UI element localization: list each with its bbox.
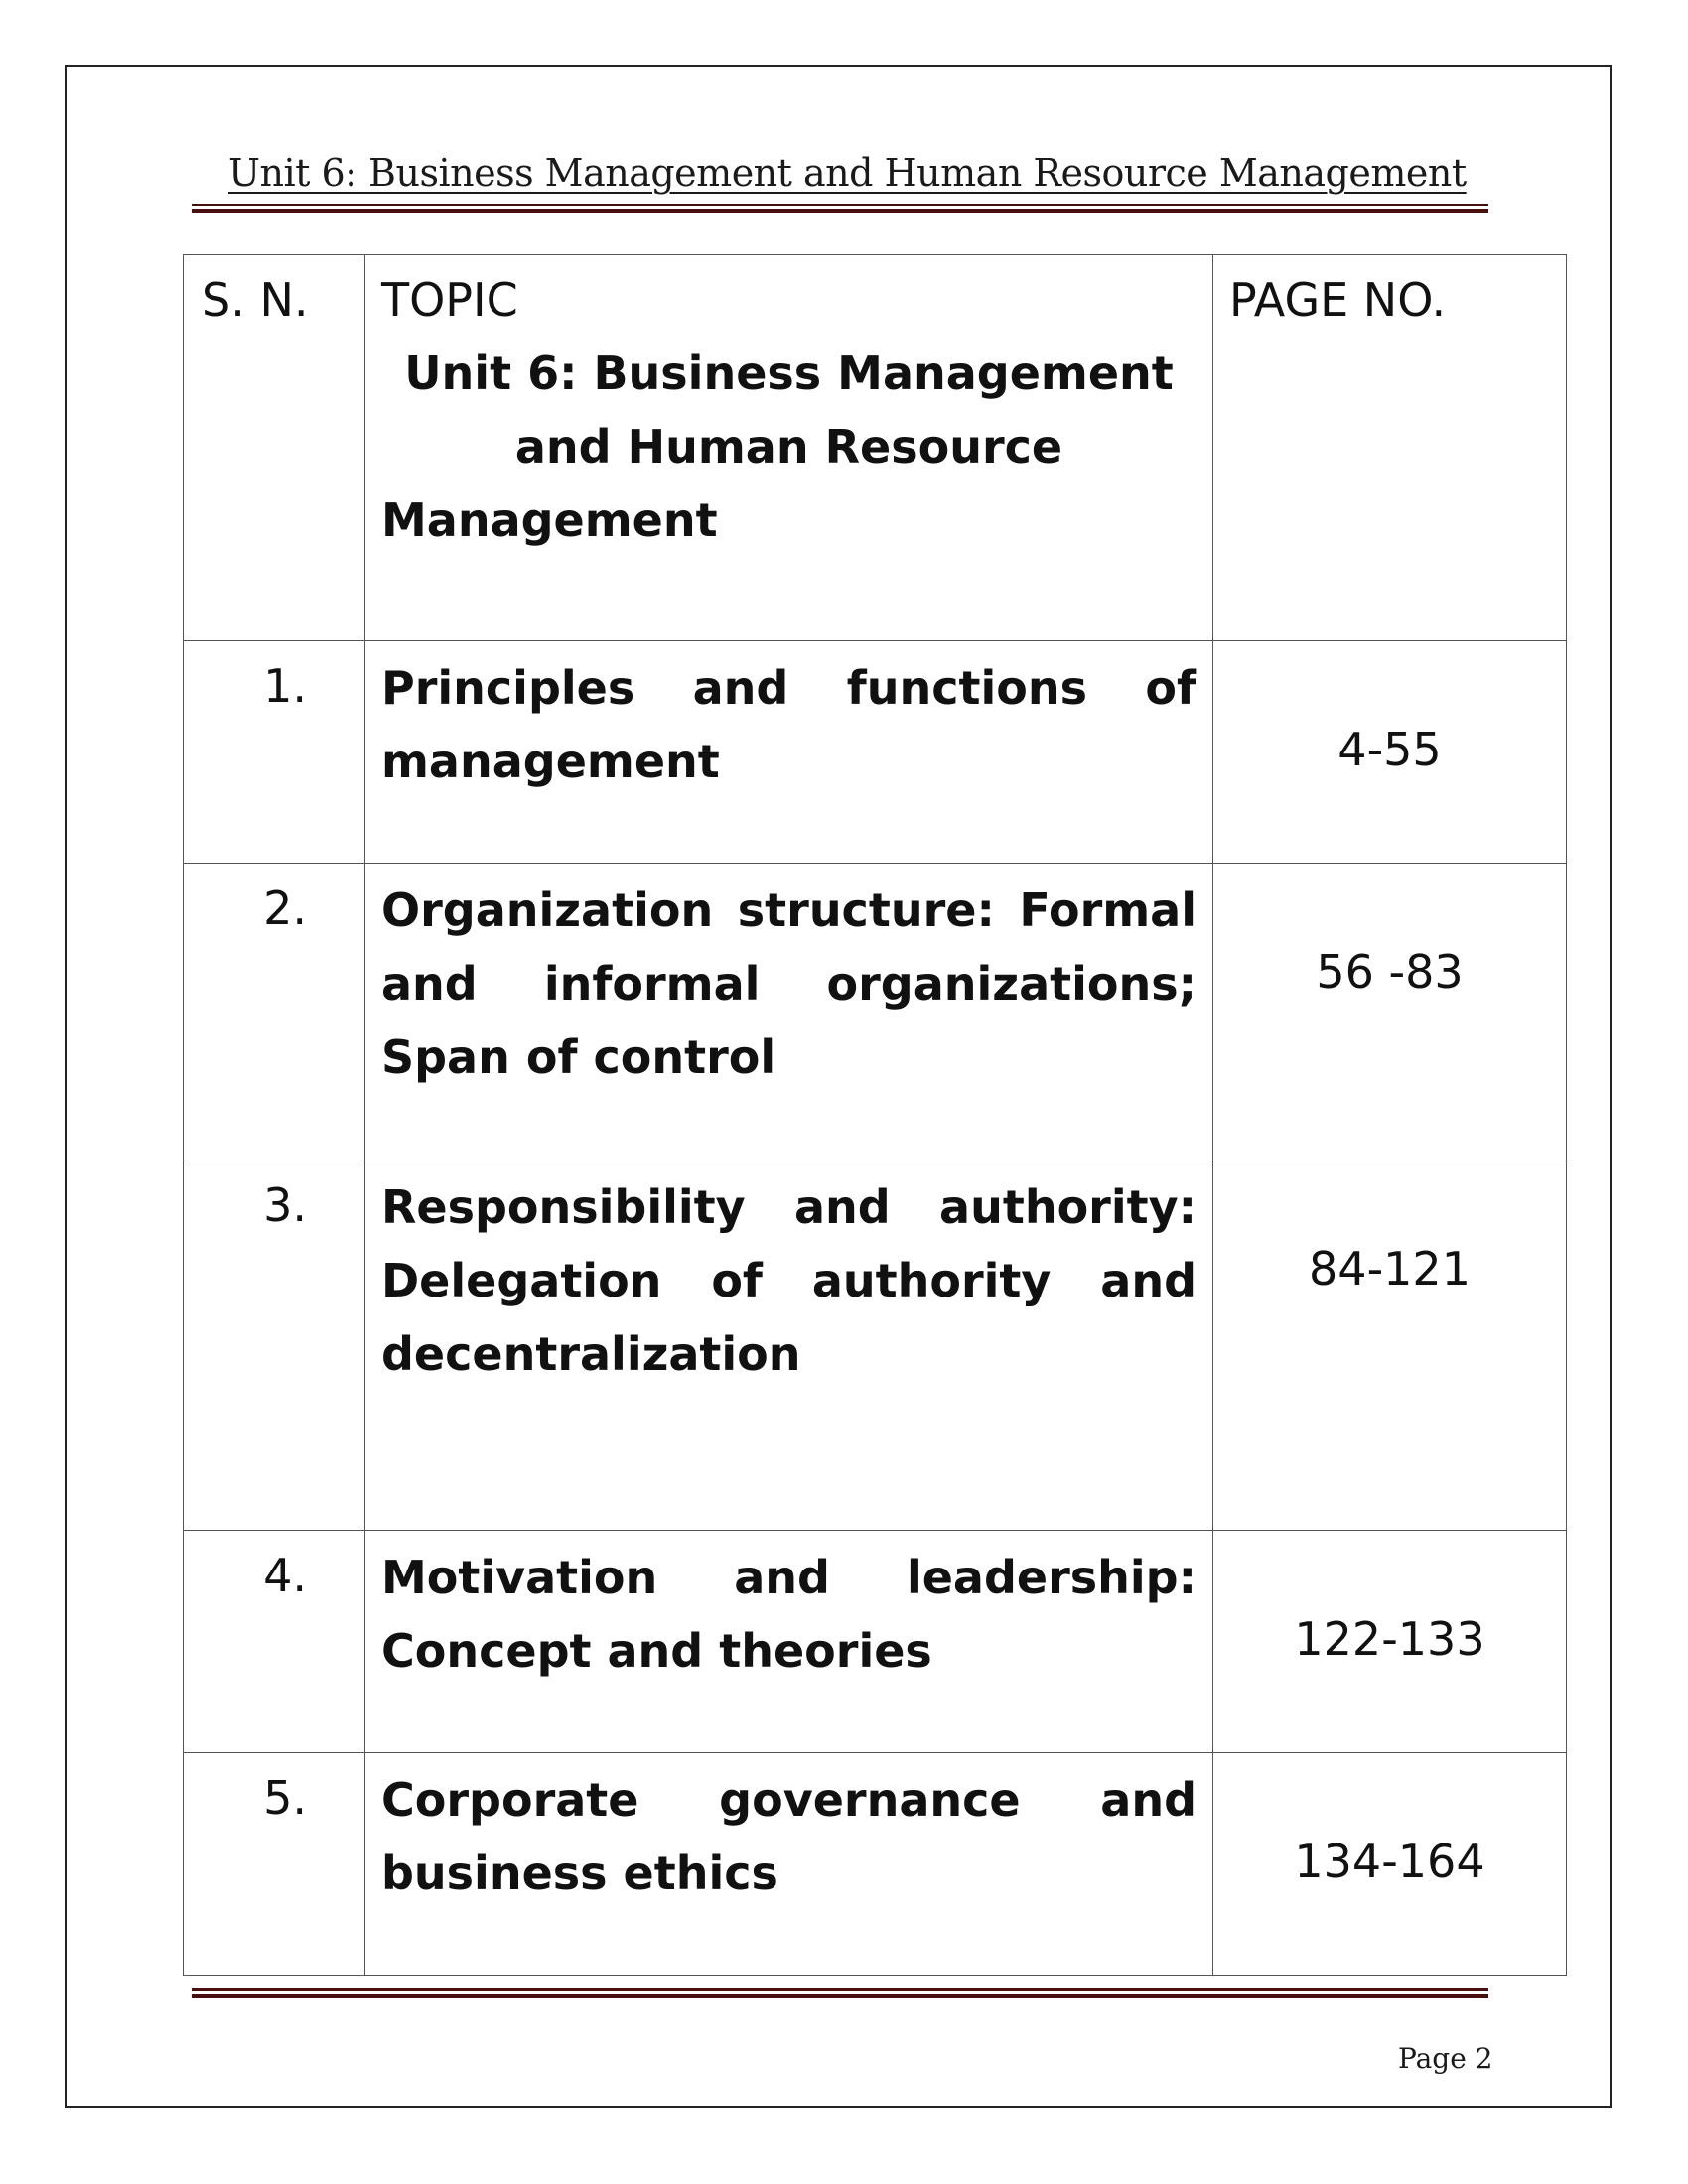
page-range: 4-55 [1337,723,1442,776]
table-row [184,641,1567,864]
table-header-row [184,255,1567,641]
table-row [184,1531,1567,1753]
header-divider [192,204,1488,213]
contents-table [183,254,1567,1976]
page-range: 134-164 [1294,1835,1485,1888]
topic-cell: Motivation and leadership: Concept and theories [365,1531,1213,1753]
page-range-cell [1213,1160,1567,1531]
page-range: 84-121 [1309,1242,1471,1296]
page-range-cell [1213,641,1567,864]
unit-title: Unit 6: Business Management and Human Resource Management [381,346,1174,547]
topic-cell: Organization structure: Formal and informal organizations; Span of control [365,864,1213,1160]
page-column-header: PAGE NO. [1213,255,1567,641]
topic-cell: Principles and functions of management [365,641,1213,864]
footer-divider [192,1988,1488,1998]
table-row [184,1753,1567,1976]
page-number: Page 2 [1398,2042,1493,2075]
row-number-cell [184,641,365,864]
row-number: 3. [263,1178,307,1232]
topic-header-label: TOPIC [381,273,518,327]
sn-column-header: S. N. [184,255,365,641]
row-number: 1. [263,659,307,713]
page-range-cell [1213,864,1567,1160]
row-number-cell [184,1531,365,1753]
row-number: 4. [263,1549,307,1602]
topic-cell: Corporate governance and business ethics [365,1753,1213,1976]
page-range: 56 -83 [1316,945,1464,999]
topic-cell: Responsibility and authority: Delegation of authority and decentralization [365,1160,1213,1531]
row-number: 2. [263,882,307,935]
row-number: 5. [263,1771,307,1825]
table-row [184,864,1567,1160]
row-number-cell [184,864,365,1160]
page-range-cell [1213,1753,1567,1976]
row-number-cell [184,1160,365,1531]
page-header-title: Unit 6: Business Management and Human Resource Management [228,151,1467,195]
page-range-cell [1213,1531,1567,1753]
row-number-cell [184,1753,365,1976]
topic-column-header [365,255,1213,641]
table-row [184,1160,1567,1531]
page-range: 122-133 [1294,1612,1485,1666]
